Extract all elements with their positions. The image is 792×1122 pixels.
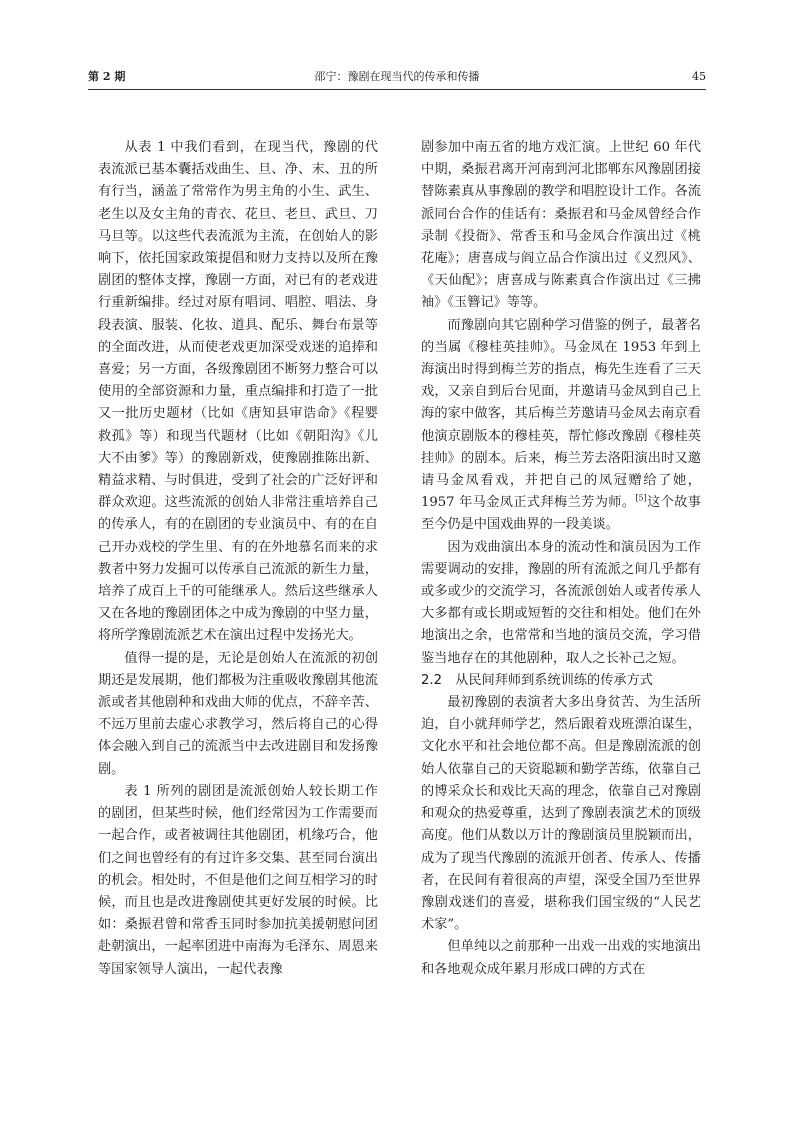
citation-marker[interactable]: [5] — [635, 493, 647, 503]
paragraph: 值得一提的是，无论是创始人在流派的初创期还是发展期，他们都极为注重吸收豫剧其他流派或者其他剧种和戏曲大师的优点，不辞辛苦、不远万里前去虚心求教学习，然后将自己的心得体会融入到自己的流派当中去改进剧目和发扬豫剧。 — [98, 650, 378, 777]
running-head — [88, 68, 706, 86]
left-column — [98, 137, 378, 981]
paragraph-text: 而豫剧向其它剧种学习借鉴的例子，最著名的当属《穆桂英挂帅》。马金凤在 1953 年到上海演出时得到梅兰芳的指点，梅先生连看了三天戏，又亲自到后台见面，并邀请马金凤到自己上海的家中做客，其后梅兰芳邀请马金凤去南京看他演京剧版本的穆桂英，帮忙修改豫剧《穆桂英挂帅》的剧本。后来，梅兰芳去洛阳演出时又邀请马金凤看戏，并把自己的凤冠赠给了她，1957 年马金凤正式拜梅兰芳为师。 — [421, 317, 701, 511]
section-heading: 2.2 从民间拜师到系统训练的传承方式 — [421, 672, 653, 688]
issue-label: 第 2 期 — [88, 70, 126, 83]
paragraph-continued: 剧参加中南五省的地方戏汇演。上世纪 60 年代中期，桑振君离开河南到河北邯郸东风豫剧团接替陈素真从事豫剧的教学和唱腔设计工作。各流派同台合作的佳话有：桑振君和马金凤曾经合作录制《投衙》、常香玉和马金凤合作演出过《桃花庵》；唐喜成与阎立品合作演出过《义烈风》、《天仙配》；唐喜成与陈素真合作演出过《三拂袖》《玉簪记》等等。 — [421, 140, 701, 311]
paragraph: 表 1 所列的剧团是流派创始人较长期工作的剧团，但某些时候，他们经常因为工作需要而一起合作，或者被调往其他剧团，机缘巧合，他们之间也曾经有的有过许多交集、甚至同台演出的机会。相处时，不但是他们之间互相学习的时候，而且也是改进豫剧使其更好发展的时候。比如：桑振君曾和常香玉同时参加抗美援朝慰问团赴朝演出，一起率团进中南海为毛泽东、周恩来等国家领导人演出，一起代表豫 — [98, 783, 378, 977]
running-title: 邵宁：豫剧在现当代的传承和传播 — [314, 70, 480, 83]
paragraph-text: 这个故事至今仍是中国戏曲界的一段美谈。 — [421, 495, 701, 533]
page-number: 45 — [692, 70, 706, 83]
paragraph: 最初豫剧的表演者大多出身贫苦、为生活所迫，自小就拜师学艺，然后跟着戏班漂泊谋生，文化水平和社会地位都不高。但是豫剧流派的创始人依靠自己的天资聪颖和勤学苦练，依靠自己的博采众长和戏比天高的理念，依靠自己对豫剧和观众的热爱尊重，达到了豫剧表演艺术的顶级高度。他们从数以万计的豫剧演员里脱颖而出，成为了现当代豫剧的流派开创者、传承人、传播者，在民间有着很高的声望，深受全国乃至世界豫剧戏迷们的喜爱，堪称我们国宝级的“人民艺术家”。 — [421, 695, 701, 933]
header-rule — [88, 89, 706, 90]
right-column — [421, 137, 701, 981]
paragraph: 但单纯以之前那种一出戏一出戏的实地演出和各地观众成年累月形成口碑的方式在 — [421, 939, 701, 977]
paragraph — [421, 315, 701, 537]
paragraph: 从表 1 中我们看到，在现当代，豫剧的代表流派已基本囊括戏曲生、旦、净、末、丑的所有行当，涵盖了常常作为男主角的小生、武生、老生以及女主角的青衣、花旦、老旦、武旦、刀马旦等。以这些代表流派为主流，在创始人的影响下，依托国家政策提倡和财力支持以及所在豫剧团的整体支撑，豫剧一方面，对已有的老戏进行重新编排。经过对原有唱词、唱腔、唱法、身段表演、服装、化妆、道具、配乐、舞台布景等的全面改进，从而使老戏更加深受戏迷的追捧和喜爱；另一方面，各级豫剧团不断努力整合可以使用的全部资源和力量，重点编排和打造了一批又一批历史题材（比如《唐知县审诰命》《程婴救孤》等）和现当代题材（比如《朝阳沟》《儿大不由爹》等）的豫剧新戏，使豫剧推陈出新、精益求精、与时俱进，受到了社会的广泛好评和群众欢迎。这些流派的创始人非常注重培养自己的传承人，有的在剧团的专业演员中、有的在自己开办戏校的学生里、有的在外地慕名而来的求教者中努力发掘可以传承自己流派的新生力量，培养了成百上千的可能继承人。然后这些继承人又在各地的豫剧团体之中成为豫剧的中坚力量，将所学豫剧流派艺术在演出过程中发扬光大。 — [98, 140, 378, 644]
paragraph: 因为戏曲演出本身的流动性和演员因为工作需要调动的安排，豫剧的所有流派之间几乎都有或多或少的交流学习，各流派创始人或者传承人大多都有或长期或短暂的交往和相处。他们在外地演出之余，也常常和当地的演员交流，学习借鉴当地存在的其他剧种，取人之长补己之短。 — [421, 539, 701, 666]
